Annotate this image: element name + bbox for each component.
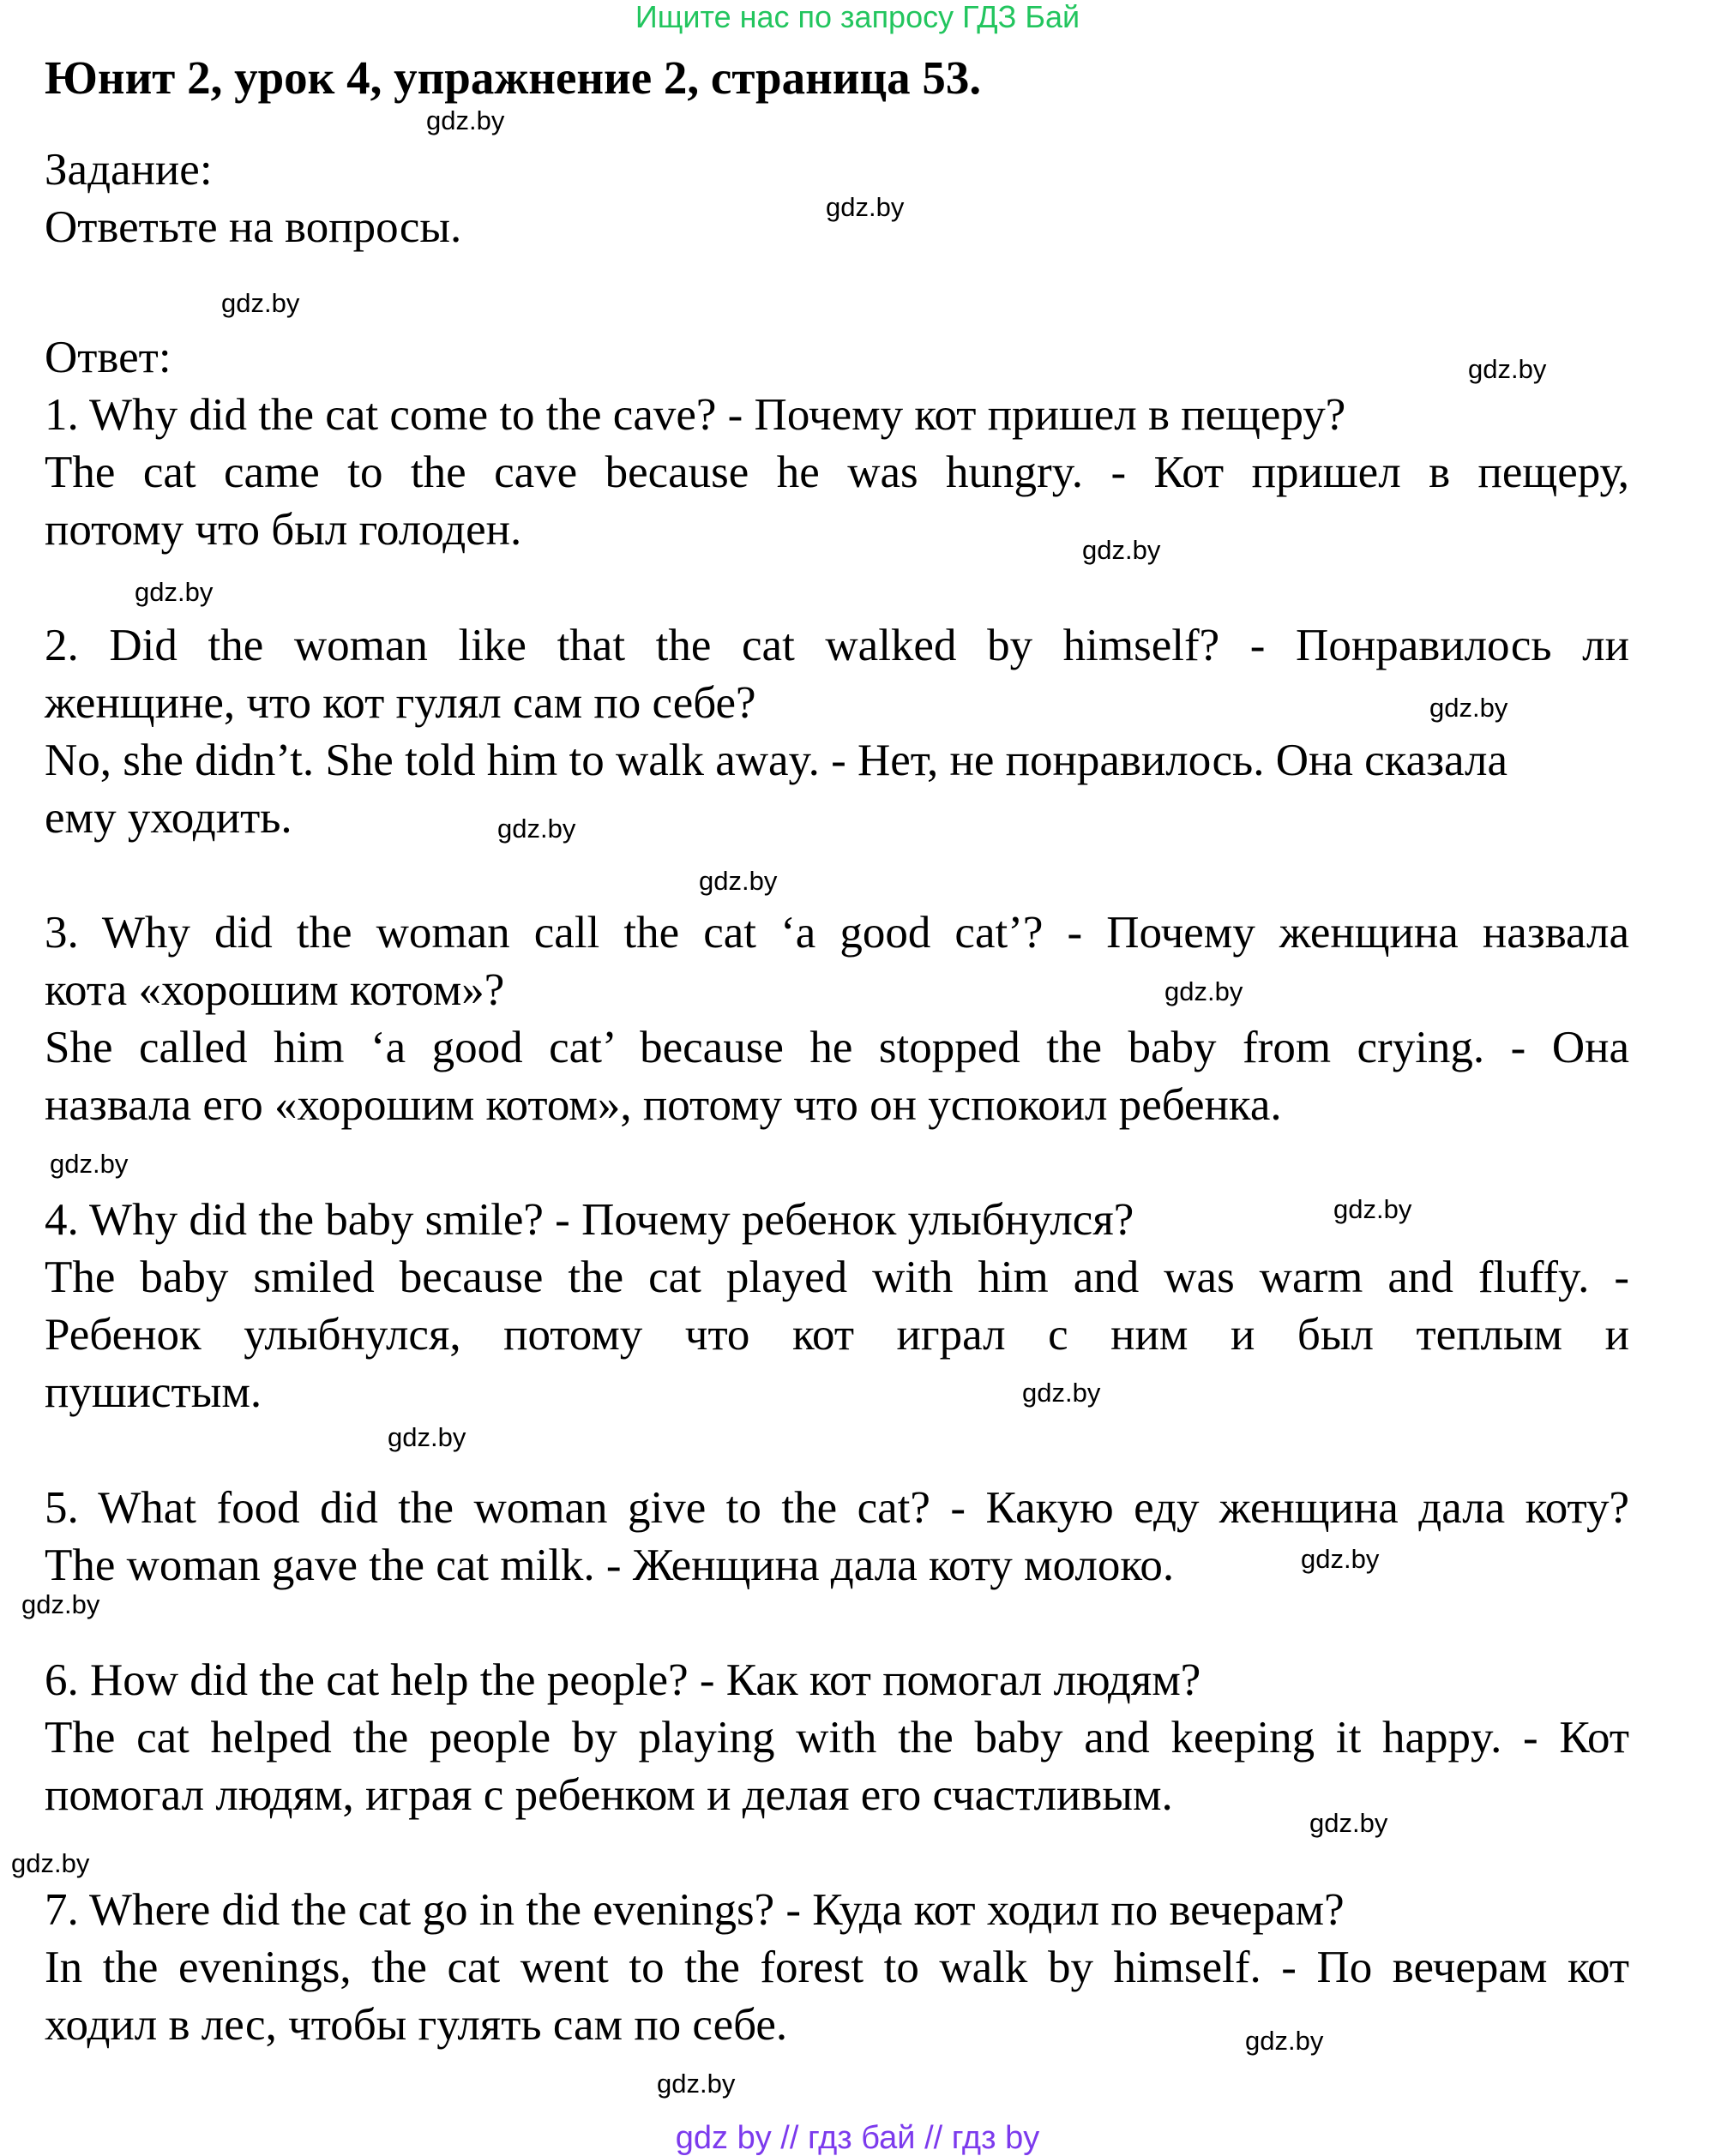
question-line: 3. Why did the woman call the cat ‘a good cat’? - Почему женщина назвала	[45, 908, 1629, 958]
qa-item-1	[45, 387, 1629, 559]
qa-item-4	[45, 1192, 1629, 1421]
watermark: gdz.by	[426, 105, 505, 135]
watermark: gdz.by	[1429, 693, 1508, 723]
question-line: 1. Why did the cat come to the cave? - Почему кот пришел в пещеру?	[45, 390, 1346, 440]
watermark: gdz.by	[657, 2069, 736, 2099]
qa-item-6	[45, 1652, 1629, 1824]
answer-block	[45, 329, 1629, 387]
answer-line: пушистым.	[45, 1367, 262, 1417]
watermark: gdz.by	[388, 1422, 466, 1452]
answer-line: In the evenings, the cat went to the forest to walk by himself. - По вечерам кот	[45, 1943, 1629, 1992]
watermark: gdz.by	[1309, 1808, 1388, 1838]
answer-line: The woman gave the cat milk. - Женщина дала коту молоко.	[45, 1540, 1175, 1590]
answer-line: назвала его «хорошим котом», потому что он успокоил ребенка.	[45, 1080, 1282, 1130]
question-line: 4. Why did the baby smile? - Почему ребенок улыбнулся?	[45, 1195, 1134, 1245]
question-line: кота «хорошим котом»?	[45, 965, 505, 1015]
watermark: gdz.by	[21, 1589, 100, 1619]
question-line: 7. Where did the cat go in the evenings? - Куда кот ходил по вечерам?	[45, 1885, 1345, 1935]
footer-links: gdz by // гдз бай // гдз by	[675, 2120, 1040, 2156]
answer-line: ему уходить.	[45, 793, 292, 843]
watermark: gdz.by	[1082, 535, 1161, 565]
answer-line: No, she didn’t. She told him to walk away. - Нет, не понравилось. Она сказала	[45, 736, 1508, 785]
answer-label: Ответ:	[45, 333, 172, 382]
watermark: gdz.by	[699, 866, 778, 896]
top-banner: Ищите нас по запросу ГДЗ Бай	[635, 0, 1080, 34]
task-text: Ответьте на вопросы.	[45, 202, 462, 252]
question-line: 5. What food did the woman give to the cat? - Какую еду женщина дала коту?	[45, 1483, 1629, 1533]
qa-item-3	[45, 904, 1629, 1134]
answer-line: потому что был голоден.	[45, 505, 522, 555]
watermark: gdz.by	[221, 288, 300, 318]
answer-line: The cat came to the cave because he was hungry. - Кот пришел в пещеру,	[45, 447, 1629, 497]
answer-line: The cat helped the people by playing with the baby and keeping it happy. - Кот	[45, 1713, 1629, 1763]
answer-line: The baby smiled because the cat played with him and was warm and fluffy. -	[45, 1252, 1629, 1302]
answer-line: помогал людям, играя с ребенком и делая его счастливым.	[45, 1770, 1173, 1820]
answer-line: ходил в лес, чтобы гулять сам по себе.	[45, 2000, 788, 2050]
watermark: gdz.by	[1164, 976, 1243, 1006]
page-title: Юнит 2, урок 4, упражнение 2, страница 53.	[45, 51, 982, 104]
watermark: gdz.by	[1245, 2026, 1324, 2056]
watermark: gdz.by	[1301, 1544, 1380, 1574]
question-line: 6. How did the cat help the people? - Как кот помогал людям?	[45, 1655, 1201, 1705]
qa-item-7	[45, 1882, 1629, 2054]
qa-item-5	[45, 1480, 1629, 1594]
watermark: gdz.by	[50, 1149, 129, 1179]
qa-item-2	[45, 617, 1629, 847]
question-line: 2. Did the woman like that the cat walked by himself? - Понравилось ли	[45, 621, 1629, 670]
watermark: gdz.by	[826, 192, 905, 222]
watermark: gdz.by	[1468, 354, 1547, 384]
watermark: gdz.by	[497, 814, 576, 844]
answer-line: Ребенок улыбнулся, потому что кот играл с ним и был теплым и	[45, 1310, 1629, 1360]
task-label: Задание:	[45, 145, 213, 195]
watermark: gdz.by	[1333, 1194, 1412, 1224]
question-line: женщине, что кот гулял сам по себе?	[45, 678, 756, 728]
answer-line: She called him ‘a good cat’ because he stopped the baby from crying. - Она	[45, 1023, 1629, 1072]
watermark: gdz.by	[1022, 1378, 1101, 1408]
watermark: gdz.by	[135, 577, 214, 607]
watermark: gdz.by	[11, 1848, 90, 1878]
